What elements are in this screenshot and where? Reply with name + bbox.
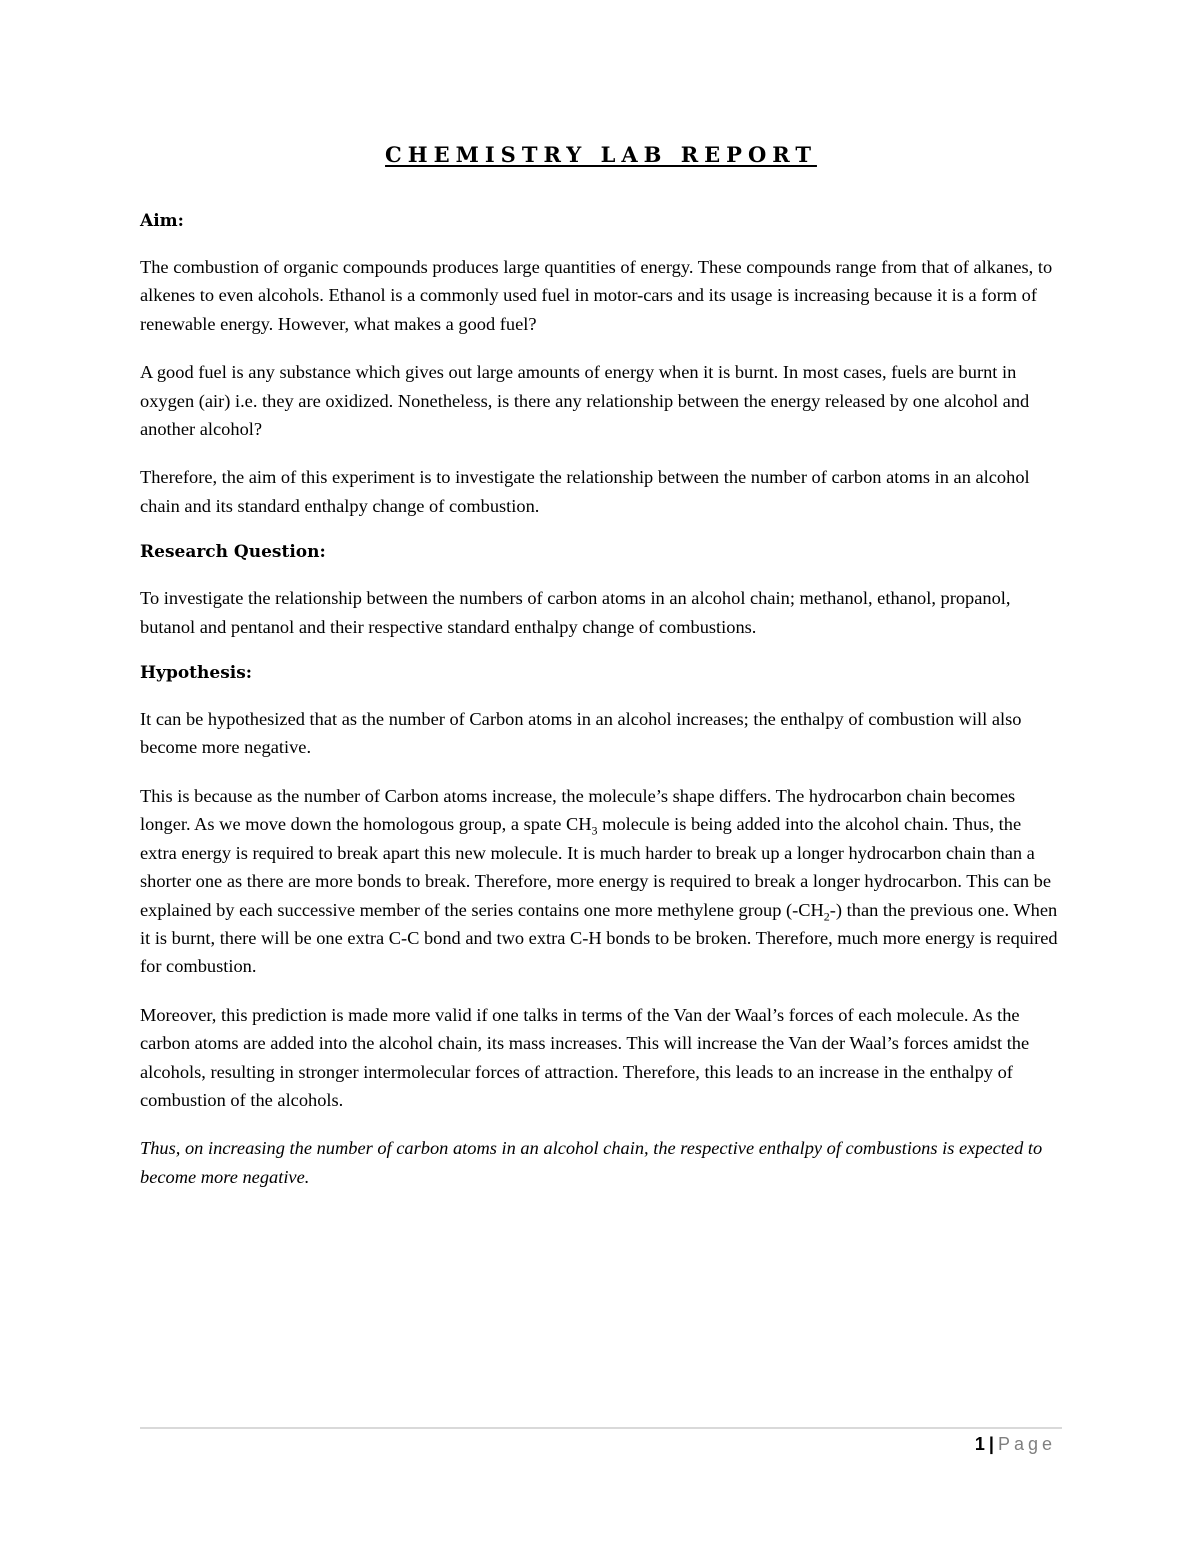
hypothesis-p2-text-b: molecule is being added into the alcohol chain. Thus, the extra energy is required to break apart this new molecule. It is much harder to break up a longer hydrocarbon chain than a shorter one as there are more bonds to break. Therefore, more energy is required to break a longer hydrocarbon. This can be explained by each successive member of the series contains one more methylene group (-CH: [140, 814, 1052, 920]
page-label: Page: [997, 1434, 1056, 1454]
footer-separator: |: [988, 1434, 994, 1454]
ch2-subscript: 2: [823, 909, 830, 924]
hypothesis-paragraph-1: It can be hypothesized that as the number of Carbon atoms in an alcohol increases; the enthalpy of combustion will also become more negative.: [140, 709, 1022, 758]
footer-divider: [140, 1427, 1062, 1429]
hypothesis-p2-text-a: This is because as the number of Carbon atoms increase, the molecule’s shape differs. The hydrocarbon chain becomes longer. As we move down the homologous group, a spate CH: [140, 785, 1016, 835]
aim-paragraph-2: A good fuel is any substance which gives out large amounts of energy when it is burnt. In most cases, fuels are burnt in oxygen (air) i.e. they are oxidized. Nonetheless, is there any relationship between the energy released by one alcohol and another alcohol?: [140, 362, 1030, 440]
ch3-subscript: 3: [591, 823, 598, 838]
hypothesis-conclusion: Thus, on increasing the number of carbon atoms in an alcohol chain, the respective enthalpy of combustions is expected to become more negative.: [140, 1138, 1043, 1187]
hypothesis-paragraph-2: [140, 782, 1062, 981]
aim-paragraph-1: The combustion of organic compounds produces large quantities of energy. These compounds range from that of alkanes, to alkenes to even alcohols. Ethanol is a commonly used fuel in motor-cars and its usage is increasing because it is a form of renewable energy. However, what makes a good fuel?: [140, 257, 1053, 334]
aim-heading: Aim:: [140, 211, 184, 231]
aim-paragraph-3: Therefore, the aim of this experiment is to investigate the relationship between the number of carbon atoms in an alcohol chain and its standard enthalpy change of combustion.: [140, 467, 1030, 516]
report-title-text: CHEMISTRY LAB REPORT: [385, 142, 817, 167]
document-body: [140, 140, 1062, 1211]
page-footer: [975, 1432, 1056, 1456]
hypothesis-p2-text-c: -) than the previous one. When it is burnt, there will be one extra C-C bond and two extra C-H bonds to be broken. Therefore, much more energy is required for combustion.: [140, 899, 1058, 977]
hypothesis-paragraph-3: Moreover, this prediction is made more valid if one talks in terms of the Van der Waal’s forces of each molecule. As the carbon atoms are added into the alcohol chain, its mass increases. This will increase the Van der Waal’s forces amidst the alcohols, resulting in stronger intermolecular forces of attraction. Therefore, this leads to an increase in the enthalpy of combustion of the alcohols.: [140, 1004, 1030, 1110]
research-question-paragraph: To investigate the relationship between the numbers of carbon atoms in an alcohol chain; methanol, ethanol, propanol, butanol and pentanol and their respective standard enthalpy change of combustions.: [140, 588, 1011, 637]
hypothesis-heading: Hypothesis:: [140, 663, 253, 684]
research-question-heading: Research Question:: [140, 542, 326, 563]
page-number: 1: [974, 1434, 985, 1454]
report-title: [140, 140, 1062, 173]
